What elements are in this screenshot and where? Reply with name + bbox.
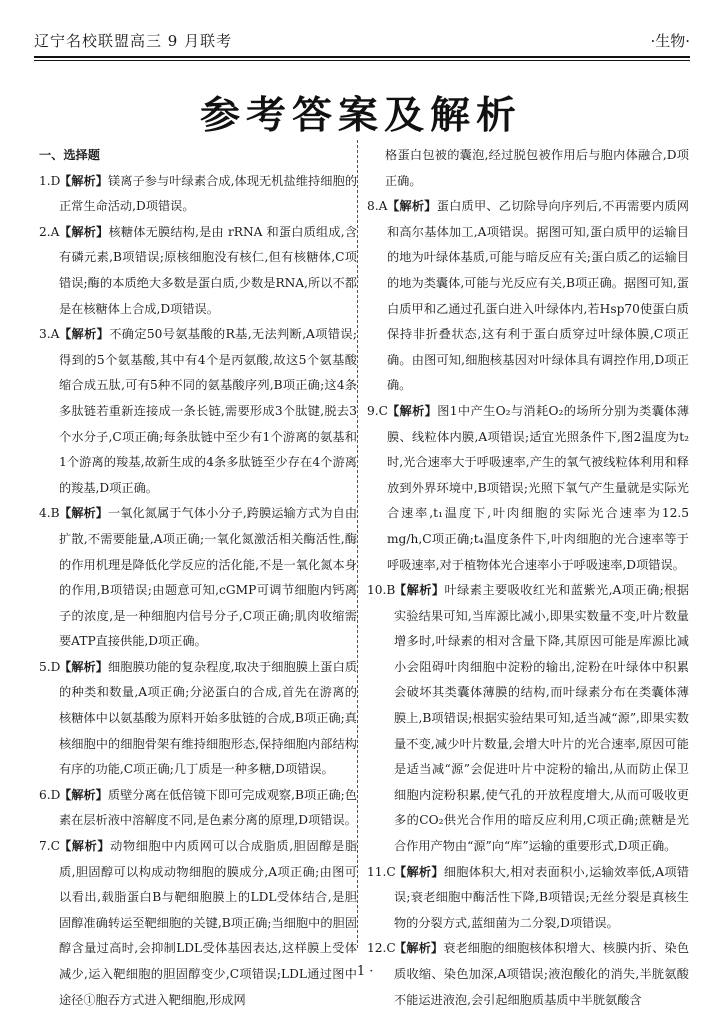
right-column (367, 143, 689, 1013)
answer-number: 9.C (367, 403, 388, 418)
header-rule-thick (34, 56, 690, 58)
answer-item-9 (367, 399, 689, 578)
answer-text: 细胞体积大,相对表面积小,运输效率低,A项错误;衰老细胞中酶活性下降,B项错误;无丝分裂是真核生物的分裂方式,蓝细菌为二分裂,D项错误。 (394, 864, 689, 930)
answer-text: 动物细胞中内质网可以合成脂质,胆固醇是脂质,胆固醇可以构成动物细胞的膜成分,A项正确;由图可以看出,载脂蛋白B与靶细胞膜上的LDL受体结合,是胆固醇准确转运至靶细胞的关键,B项正确;当细胞中的胆固醇含量过高时,会抑制LDL受体基因表达,这样膜上受体减少,运入靶细胞的胆固醇变少,C项错误;LDL通过图中途径①胞吞方式进入靶细胞,形成网 (59, 839, 358, 1007)
answer-number: 10.B (367, 583, 396, 598)
answer-number: 4.B (39, 506, 60, 521)
answer-number: 8.A (367, 199, 388, 214)
answer-item-11 (367, 860, 689, 937)
answer-item-8 (367, 194, 689, 399)
analysis-tag: 【解析】 (59, 659, 109, 674)
answer-item-2 (39, 220, 357, 322)
answer-number: 6.D (39, 787, 61, 802)
answer-number: 12.C (367, 941, 396, 956)
answer-number: 1.D (39, 173, 61, 188)
analysis-tag: 【解析】 (394, 583, 445, 598)
left-column (39, 143, 357, 1013)
answer-text: 图1中产生O₂与消耗O₂的场所分别为类囊体薄膜、线粒体内膜,A项错误;适宜光照条件下,图2温度为t₂时,光合速率大于呼吸速率,产生的氧气被线粒体利用和释放到外界环境中,B项错误;光照下氧气产生量就是实际光合速率,t₁温度下,叶肉细胞的实际光合速率为12.5 mg/h,C项正确;t₄温度条件下,叶肉细胞的光合速率等于呼吸速率,对于植物体光合速率小于呼吸速率,D项错误。 (387, 403, 690, 572)
answer-item-4 (39, 501, 357, 655)
analysis-tag: 【解析】 (59, 173, 109, 188)
analysis-tag: 【解析】 (394, 864, 444, 879)
page-title: 参考答案及解析 (200, 93, 522, 138)
answer-text: 蛋白质甲、乙切除导向序列后,不再需要内质网和高尔基体加工,A项错误。据图可知,蛋白质甲的运输目的地为叶绿体基质,可能与暗反应有关;蛋白质乙的运输目的地为类囊体,可能与光反应有关,B项正确。据图可知,蛋白质甲和乙通过孔蛋白进入叶绿体内,若Hsp70使蛋白质保持非折叠状态,这有利于蛋白质穿过叶绿体膜,C项正确。由图可知,细胞核基因对叶绿体具有调控作用,D项正确。 (387, 199, 689, 393)
answer-text: 镁离子参与叶绿素合成,体现无机盐维持细胞的正常生命活动,D项错误。 (59, 173, 358, 214)
analysis-tag: 【解析】 (59, 327, 110, 342)
section-title: 一、选择题 (39, 148, 100, 162)
answer-text: 核糖体无膜结构,是由 rRNA 和蛋白质组成,含有磷元素,B项错误;原核细胞没有核仁,但有核糖体,C项错误;酶的本质绝大多数是蛋白质,少数是RNA,所以不都是在核糖体上合成,D项错误。 (59, 224, 358, 316)
analysis-tag: 【解析】 (59, 839, 111, 854)
answer-text: 衰老细胞的细胞核体积增大、核膜内折、染色质收缩、染色加深,A项错误;液泡酸化的消失,半胱氨酸不能运进液泡,会引起细胞质基质中半胱氨酸含 (394, 941, 690, 1007)
answer-number: 11.C (367, 864, 396, 879)
answer-item-3 (39, 322, 357, 501)
column-divider (357, 140, 358, 948)
analysis-tag: 【解析】 (387, 403, 438, 418)
answer-item-6 (39, 783, 357, 834)
answer-number: 7.C (39, 839, 60, 854)
answer-number: 3.A (39, 327, 60, 342)
analysis-tag: 【解析】 (59, 506, 109, 521)
analysis-tag: 【解析】 (59, 224, 109, 239)
answer-text: 叶绿素主要吸收红光和蓝紫光,A项正确;根据实验结果可知,当库源比减小,即果实数量不变,叶片数量增多时,叶绿素的相对含量下降,其原因可能是库源比减小会阻碍叶肉细胞中淀粉的输出,淀粉在叶绿体中积累会破坏其类囊体薄膜的结构,而叶绿素分布在类囊体薄膜上,B项错误;根据实验结果可知,适当减“源”,即果实数量不变,减少叶片数量,会增大叶片的光合速率,原因可能是适当减“源”会促进叶片中淀粉的输出,从而防止保卫细胞内淀粉积累,使气孔的开放程度增大,从而可吸收更多的CO₂供光合作用的暗反应利用,C项正确;蔗糖是光合作用产物由“源”向“库”运输的重要形式,D项正确。 (394, 583, 689, 854)
analysis-tag: 【解析】 (394, 941, 444, 956)
answer-item-7 (39, 834, 357, 1013)
analysis-tag: 【解析】 (387, 199, 437, 214)
answer-7-continuation: 格蛋白包被的囊泡,经过脱包被作用后与胞内体融合,D项正确。 (385, 148, 689, 188)
answer-item-5 (39, 655, 357, 783)
answer-text: 不确定50号氨基酸的R基,无法判断,A项错误;得到的5个氨基酸,其中有4个是丙氨酸,故这5个氨基酸缩合成五肽,可有5种不同的氨基酸序列,B项正确;这4条多肽链若重新连接成一条长链,需要形成3个肽键,脱去3个水分子,C项正确;每条肽链中至少有1个游离的氨基和1个游离的羧基,故新生成的4条多肽链至少存在4个游离的羧基,D项正确。 (59, 327, 357, 495)
analysis-tag: 【解析】 (59, 787, 108, 802)
page-number: · 1 · (348, 964, 374, 979)
page-header (34, 30, 690, 56)
answer-text: 质壁分离在低倍镜下即可完成观察,B项正确;色素在层析液中溶解度不同,是色素分离的原理,D项错误。 (59, 787, 357, 828)
answer-text: 细胞膜功能的复杂程度,取决于细胞膜上蛋白质的种类和数量,A项正确;分泌蛋白的合成,首先在游离的核糖体中以氨基酸为原料开始多肽链的合成,B项正确;真核细胞中的细胞骨架有维持细胞形态,保持细胞内部结构有序的功能,C项正确;几丁质是一种多糖,D项错误。 (59, 659, 358, 777)
answer-text: 一氧化氮属于气体小分子,跨膜运输方式为自由扩散,不需要能量,A项正确;一氧化氮激活相关酶活性,酶的作用机理是降低化学反应的活化能,不是一氧化氮本身的作用,B项错误;由题意可知,cGMP可调节细胞内钙离子的浓度,是一种细胞内信号分子,C项正确;肌肉收缩需要ATP直接供能,D项正确。 (59, 506, 358, 649)
subject-label: ·生物· (650, 32, 690, 50)
answer-item-10 (367, 578, 689, 860)
answer-item-1 (39, 169, 357, 220)
answer-number: 2.A (39, 224, 60, 239)
header-rule-thin (34, 60, 690, 61)
answer-number: 5.D (39, 659, 61, 674)
exam-title: 辽宁名校联盟高三 9 月联考 (34, 32, 233, 50)
